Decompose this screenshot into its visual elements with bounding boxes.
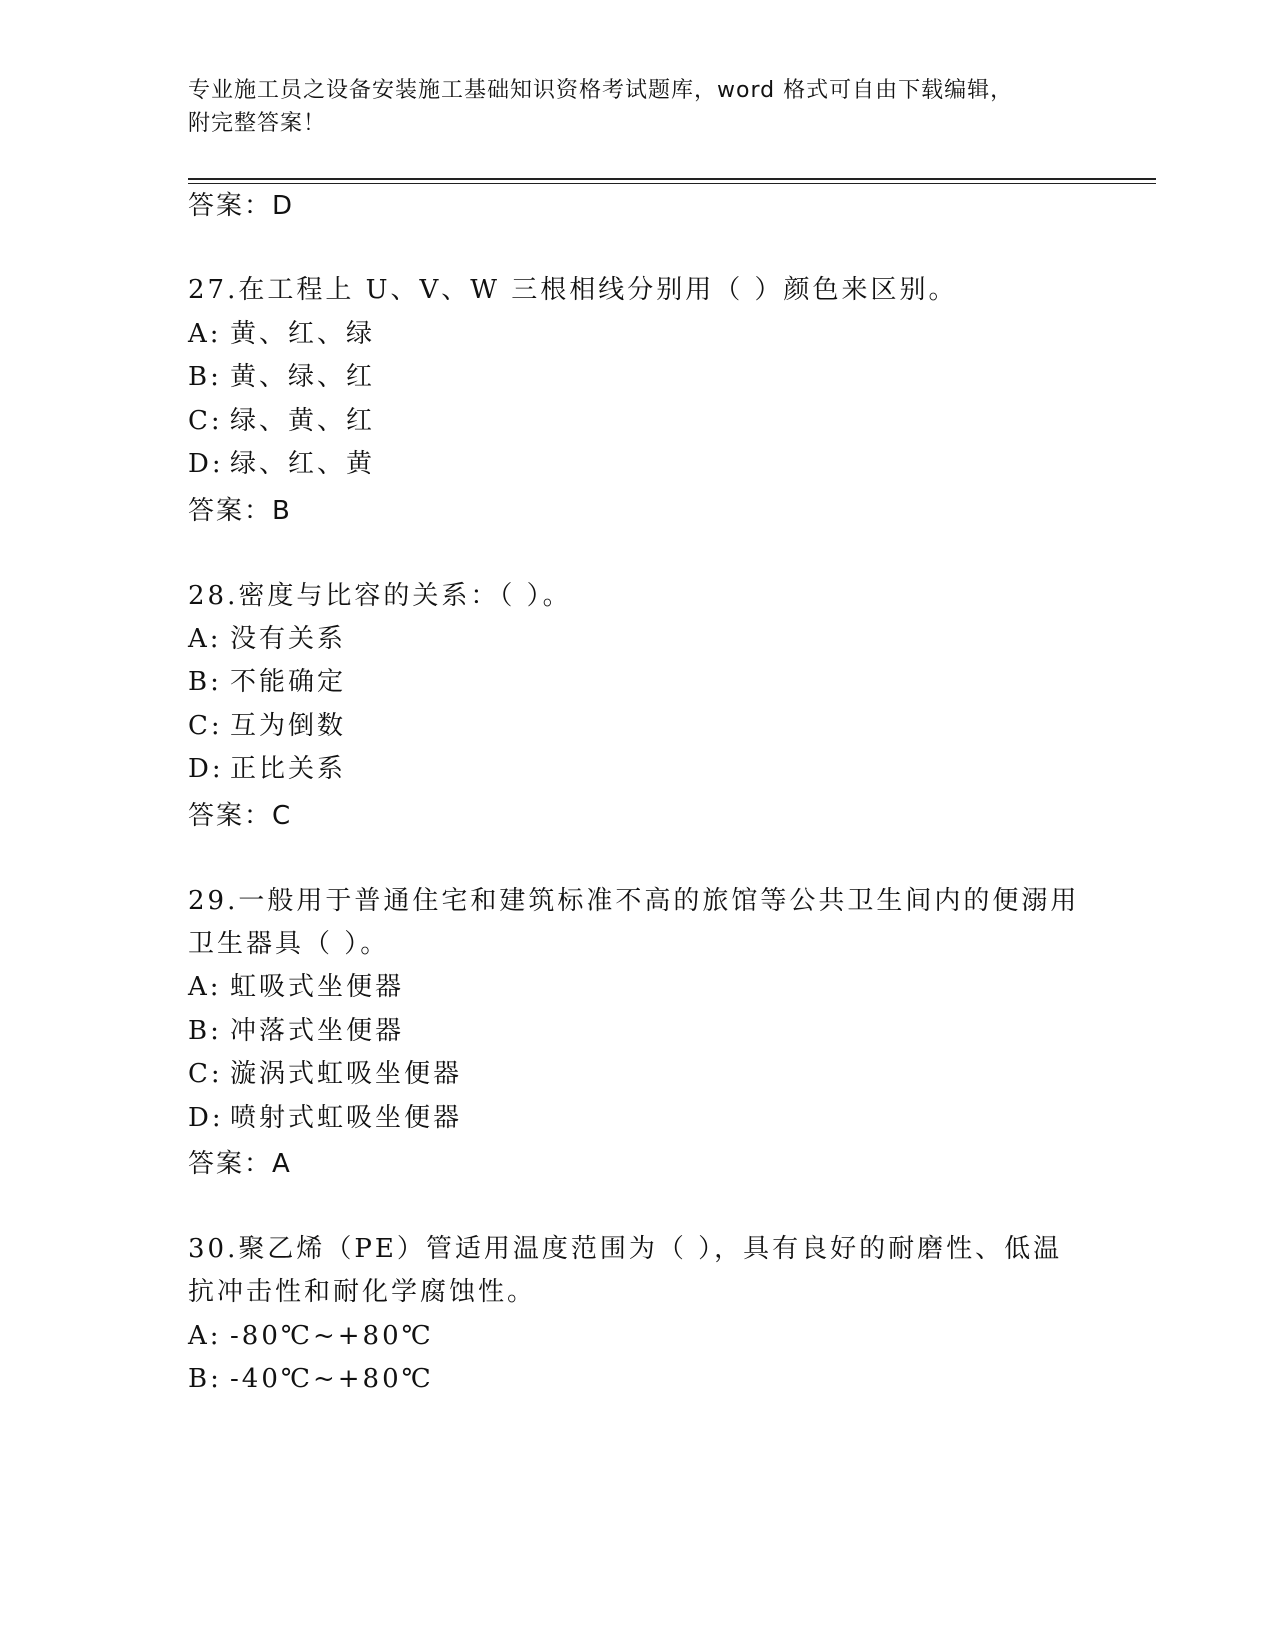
question-28-answer: 答案：C (188, 801, 293, 831)
header-divider-thin (188, 183, 1156, 184)
question-29-option-c (188, 1057, 462, 1091)
option-letter: A: (188, 624, 222, 654)
question-29-option-a (188, 970, 404, 1004)
question-28-option-d (188, 752, 346, 786)
header-line-1: 专业施工员之设备安装施工基础知识资格考试题库，word 格式可自由下载编辑， (188, 78, 1014, 103)
option-letter: D: (188, 754, 224, 784)
option-text: 正比关系 (230, 754, 347, 784)
option-letter: B: (188, 1364, 222, 1394)
question-28-option-a (188, 622, 346, 656)
option-letter: C: (188, 711, 223, 741)
question-30-stem-line-1: 30.聚乙烯（PE）管适用温度范围为（ ），具有良好的耐磨性、低温 (188, 1234, 1063, 1264)
question-29-stem-line-1: 29.一般用于普通住宅和建筑标准不高的旅馆等公共卫生间内的便溺用 (188, 886, 1080, 916)
option-letter: D: (188, 1103, 224, 1133)
header-divider-thick (188, 178, 1156, 180)
question-29-option-b (188, 1014, 404, 1048)
option-letter: C: (188, 1059, 223, 1089)
option-letter: D: (188, 449, 224, 479)
question-30-option-b (188, 1362, 434, 1396)
option-text: 互为倒数 (230, 711, 347, 741)
question-27-answer: 答案：B (188, 496, 292, 526)
option-text: 不能确定 (230, 667, 347, 697)
question-30-stem-line-2: 抗冲击性和耐化学腐蚀性。 (188, 1277, 537, 1307)
option-letter: B: (188, 1016, 222, 1046)
option-text: 黄、红、绿 (230, 319, 376, 349)
question-30-option-a (188, 1319, 434, 1353)
option-text: -80℃~+80℃ (230, 1321, 434, 1351)
previous-answer: 答案：D (188, 191, 295, 221)
option-letter: A: (188, 319, 222, 349)
option-text: -40℃~+80℃ (230, 1364, 434, 1394)
question-28-option-b (188, 665, 346, 699)
question-28-option-c (188, 709, 346, 743)
option-letter: B: (188, 362, 222, 392)
question-29-answer: 答案：A (188, 1149, 292, 1179)
header-line-2: 附完整答案！ (188, 111, 327, 136)
option-letter: A: (188, 1321, 222, 1351)
option-text: 绿、黄、红 (230, 406, 376, 436)
document-header (188, 74, 1068, 140)
option-text: 没有关系 (230, 624, 347, 654)
question-28-stem: 28.密度与比容的关系：（ ）。 (188, 581, 572, 611)
question-27-option-d (188, 447, 375, 481)
question-29-stem-line-2: 卫生器具（ ）。 (188, 929, 390, 959)
option-text: 虹吸式坐便器 (230, 972, 405, 1002)
question-27-option-a (188, 317, 375, 351)
option-text: 喷射式虹吸坐便器 (230, 1103, 463, 1133)
question-27-option-c (188, 404, 375, 438)
option-letter: A: (188, 972, 222, 1002)
option-text: 冲落式坐便器 (230, 1016, 405, 1046)
option-text: 漩涡式虹吸坐便器 (230, 1059, 463, 1089)
option-text: 绿、红、黄 (230, 449, 376, 479)
question-27-stem: 27.在工程上 U、V、W 三根相线分别用（ ）颜色来区别。 (188, 275, 958, 305)
option-letter: C: (188, 406, 223, 436)
question-29-option-d (188, 1101, 462, 1135)
option-text: 黄、绿、红 (230, 362, 376, 392)
option-letter: B: (188, 667, 222, 697)
question-27-option-b (188, 360, 375, 394)
